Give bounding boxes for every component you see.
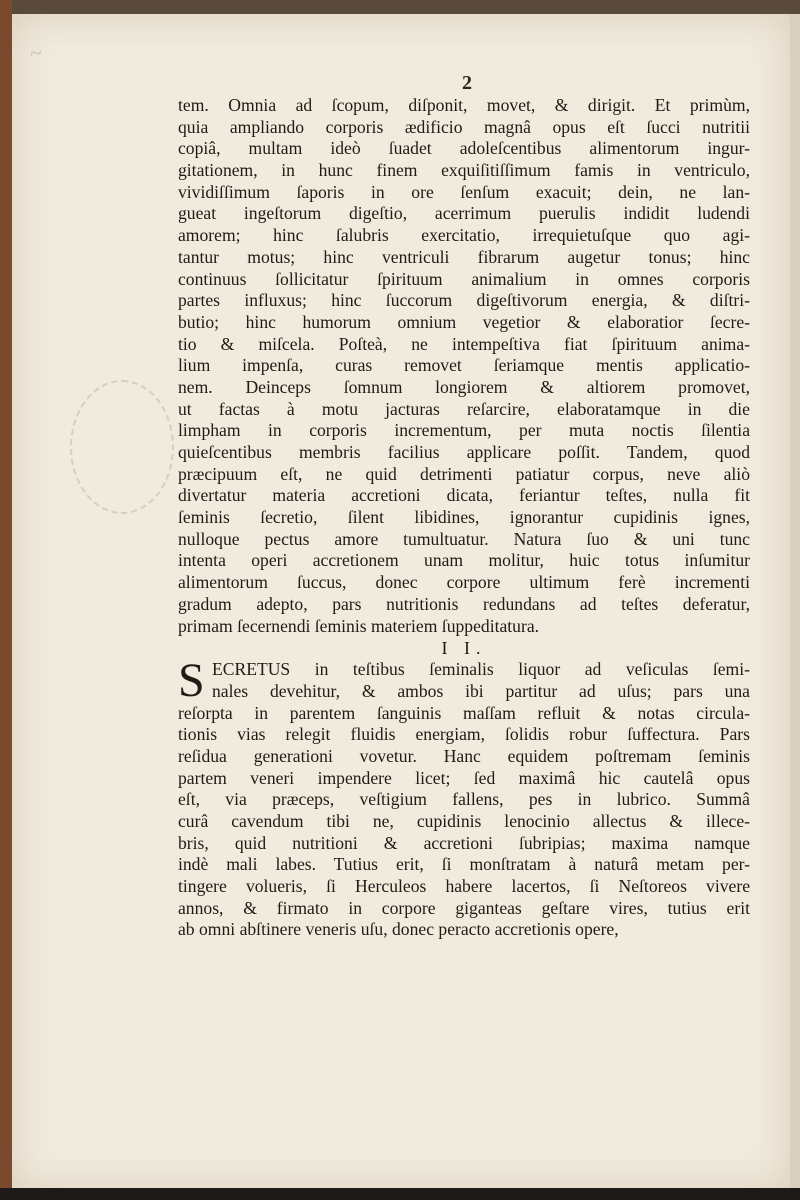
book-right-edge [790,14,800,1190]
pencil-mark: ~ [27,38,47,67]
text-line: tem. Omnia ad ſcopum, diſponit, movet, & dirigit. Et primùm, [178,95,750,115]
text-line: divertatur materia accretioni dicata, feriantur teſtes, nulla fit [178,485,750,506]
text-line: gradum adepto, pars nutritionis redundans ad teſtes deferatur, [178,593,750,614]
text-line: vividiſſimum ſaporis in ore ſenſum exacuit; dein, ne lan- [178,181,750,202]
text-line: tantur motus; hinc ventriculi fibrarum augetur tonus; hinc [178,246,750,267]
text-line: tionis vias relegit fluidis energiam, ſolidis robur ſuffectura. Pars [178,724,750,745]
text-line: ſeminis ſecretio, ſilent libidines, ignorantur cupidinis ignes, [178,507,750,528]
library-stamp [70,380,174,514]
text-line: nem. Deinceps ſomnum longiorem & altiorem promovet, [178,376,750,397]
text-line: eſt, via præceps, veſtigium fallens, pes in lubrico. Summâ [178,789,750,810]
text-line: nulloque pectus amore tumultuatur. Natura ſuo & uni tunc [178,528,750,549]
text-line: ab omni abſtinere veneris uſu, donec peracto accretionis opere, [178,919,619,940]
text-line: quia ampliando corporis ædificio magnâ opus eſt ſucci nutritii [178,116,750,137]
text-line: partem veneri impendere licet; ſed maximâ hic cautelâ opus [178,767,750,788]
text-line: gitationem, in hunc finem exquiſitiſſimum famis in ventriculo, [178,160,750,181]
text-line: lium impenſa, curas removet ſeriamque mentis applicatio- [178,355,750,376]
paragraph-2 [178,654,750,941]
text-line: annos, & firmato in corpore giganteas geſtare vires, tutius erit [178,897,750,918]
section-number: I I. [441,638,487,659]
text-line: copiâ, multam ideò ſuadet adoleſcentibus alimentorum ingur- [178,138,750,159]
text-line: primam ſecernendi ſeminis materiem ſuppeditatura. [178,615,540,636]
text-line: continuus ſollicitatur ſpirituum animalium in omnes corporis [178,268,750,289]
paragraph-1 [178,95,750,637]
text-line: limpham in corporis incrementum, per muta noctis ſilentia [178,420,750,441]
text-line: curâ cavendum tibi ne, cupidinis lenocinio allectus & illece- [178,811,750,831]
text-line: gueat ingeſtorum digeſtio, acerrimum puerulis indidit ludendi [178,203,750,224]
text-line: butio; hinc humorum omnium vegetior & elaboratior ſecre- [178,311,750,332]
text-line: reſorpta in parentem ſanguinis maſſam refluit & notas circula- [178,702,750,723]
page-number: 2 [462,72,472,94]
text-line: intenta operi accretionem unam molitur, huic totus inſumitur [178,550,750,571]
text-line: nales devehitur, & ambos ibi partitur ad uſus; pars una [212,680,750,701]
text-line: ut factas à motu jacturas reſarcire, elaboratamque in die [178,398,750,419]
book-bottom-edge [0,1188,800,1200]
drop-cap: S [178,654,205,708]
text-line: partes influxus; hinc ſuccorum digeſtivorum energia, & diſtri- [178,290,750,311]
text-block [178,95,750,941]
text-line: tingere volueris, ſi Herculeos habere lacertos, ſi Neſtoreos vivere [178,876,750,897]
text-line: præcipuum eſt, ne quid detrimenti patiatur corpus, neve aliò [178,463,750,484]
text-line: indè mali labes. Tutius erit, ſi monſtratam à naturâ metam per- [178,854,750,875]
text-line: reſidua generationi vovetur. Hanc equidem poſtremam ſeminis [178,745,750,766]
text-line: amorem; hinc ſalubris exercitatio, irrequietuſque quo agi- [178,225,750,246]
text-line: alimentorum ſuccus, donec corpore ultimum ferè incrementi [178,572,750,593]
text-line: tio & miſcela. Poſteà, ne intempeſtiva fiat ſpirituum anima- [178,333,750,354]
text-line: ECRETUS in teſtibus ſeminalis liquor ad veſiculas ſemi- [212,659,750,680]
book-left-edge [0,0,12,1200]
text-line: quieſcentibus membris facilius applicare poſſit. Tandem, quod [178,442,750,462]
text-line: bris, quid nutritioni & accretioni ſubripias; maxima namque [178,832,750,853]
